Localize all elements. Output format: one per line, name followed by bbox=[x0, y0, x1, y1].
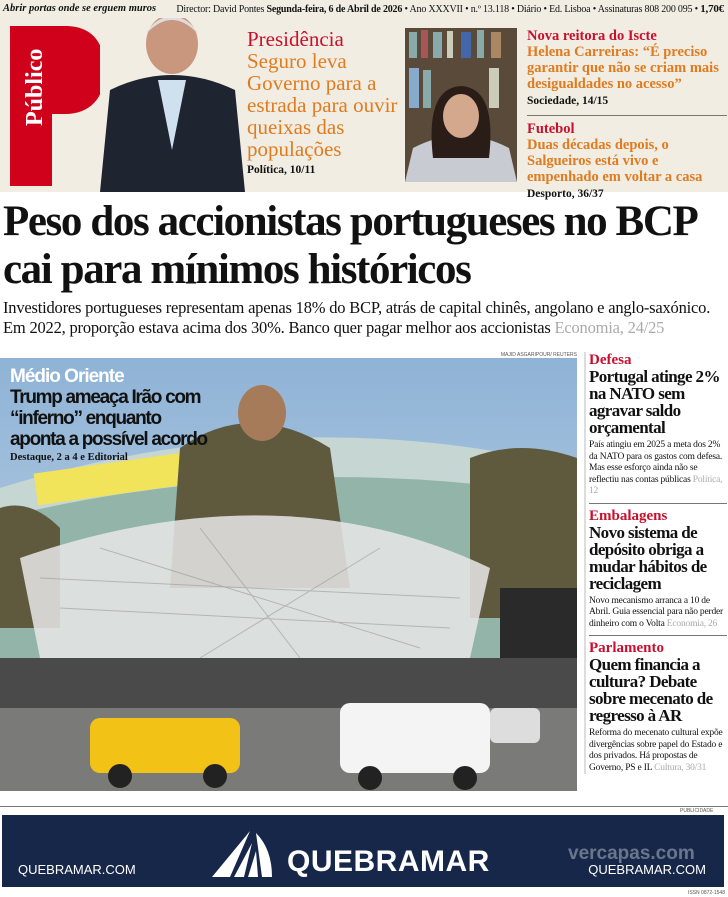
story-text: País atingiu em 2025 a meta dos 2% da NATO para os gastos com defesa. Mas esse esforço ainda não se reflectiu nas contas públicas bbox=[589, 440, 723, 485]
divider bbox=[589, 635, 727, 636]
story-kicker: Parlamento bbox=[589, 640, 664, 656]
ad-url[interactable]: QUEBRAMAR.COM bbox=[18, 862, 136, 877]
helena-carreiras-photo bbox=[405, 28, 517, 182]
publico-logo[interactable] bbox=[10, 26, 105, 186]
story-section: Sociedade, 14/15 bbox=[527, 95, 609, 107]
quebramar-ad[interactable] bbox=[2, 815, 724, 887]
edition-details: • Ano XXXVII • n.º 13.118 • Diário • Ed. Lisboa • Assinaturas 808 200 095 • bbox=[404, 4, 698, 15]
tagline: Abrir portas onde se erguem muros bbox=[3, 3, 157, 14]
story-headline[interactable]: Novo sistema de depósito obriga a mudar hábitos de reciclagem bbox=[589, 522, 707, 593]
top-story-headline[interactable]: Seguro leva Governo para a estrada para ouvir queixas das populações bbox=[247, 49, 398, 161]
story-body bbox=[589, 728, 727, 774]
quebramar-logo-icon bbox=[210, 829, 274, 879]
story-kicker: Nova reitora do Iscte bbox=[527, 28, 657, 44]
story-kicker: Embalagens bbox=[589, 507, 668, 524]
story-headline[interactable]: Duas décadas depois, o Salgueiros está vivo e empenhado em voltar a casa bbox=[527, 137, 703, 185]
top-story-kicker: Presidência bbox=[247, 27, 344, 51]
story-section: Política, 12 bbox=[589, 474, 723, 496]
photo-story-headline[interactable]: Trump ameaça Irão com “inferno” enquanto aponta a possível acordo bbox=[10, 387, 207, 450]
price: 1,70€ bbox=[700, 3, 724, 15]
lead-section: Economia, 24/25 bbox=[554, 318, 665, 337]
top-right-stories bbox=[527, 28, 727, 201]
sidebar-story-embalagens[interactable] bbox=[589, 508, 727, 631]
lead-body: Investidores portugueses representam apenas 18% do BCP, atrás de capital chinês, angolano e anglo-saxónico. Em 2022, proporção estava acima dos 30%. Banco quer pagar melhor aos accionistas bbox=[3, 298, 711, 337]
president-photo bbox=[100, 18, 245, 192]
story-iscte[interactable] bbox=[527, 28, 727, 108]
story-section: Economia, 26 bbox=[666, 618, 718, 629]
story-section: Desporto, 36/37 bbox=[527, 188, 604, 200]
story-body bbox=[589, 440, 727, 498]
masthead-meta bbox=[176, 3, 724, 15]
divider bbox=[0, 806, 728, 807]
sidebar-story-defesa[interactable] bbox=[589, 352, 727, 498]
story-headline[interactable]: Helena Carreiras: “É preciso garantir que não se criam mais desigualdades no acesso” bbox=[527, 44, 719, 92]
ad-brand: QUEBRAMAR bbox=[287, 845, 490, 878]
sidebar bbox=[584, 352, 727, 774]
top-story-section: Política, 10/11 bbox=[247, 164, 316, 176]
story-kicker: Defesa bbox=[589, 352, 632, 368]
lead-headline[interactable]: Peso dos accionistas portugueses no BCP cai para mínimos históricos bbox=[3, 198, 695, 293]
photo-credit: MAJID ASGARIPOUR/ REUTERS bbox=[500, 352, 577, 358]
divider bbox=[589, 503, 727, 504]
story-kicker: Futebol bbox=[527, 121, 575, 137]
story-headline[interactable]: Quem financia a cultura? Debate sobre mecenato de regresso à AR bbox=[589, 655, 713, 725]
ad-url[interactable]: QUEBRAMAR.COM bbox=[588, 862, 706, 877]
story-body bbox=[589, 596, 727, 631]
sidebar-story-parlamento[interactable] bbox=[589, 640, 727, 774]
story-section: Cultura, 30/31 bbox=[654, 762, 707, 773]
advertising-label: PUBLICIDADE bbox=[680, 808, 714, 814]
photo-story-kicker: Médio Oriente bbox=[10, 366, 124, 387]
story-text: Novo mecanismo arranca a 10 de Abril. Guia essencial para não perder dinheiro com o Volta bbox=[589, 595, 723, 629]
lead-standfirst bbox=[3, 298, 725, 338]
date: Segunda-feira, 6 de Abril de 2026 bbox=[266, 4, 403, 15]
photo-story[interactable] bbox=[10, 366, 210, 463]
director: Director: David Pontes bbox=[176, 4, 265, 15]
watermark: vercapas.com bbox=[568, 843, 695, 864]
issn: ISSN 0872-1548 bbox=[688, 890, 725, 896]
story-text: Reforma do mecenato cultural expõe divergências sobre papel do Estado e dos privados. Há propostas de Governo, PS e IL bbox=[589, 728, 723, 773]
divider bbox=[527, 115, 727, 116]
photo-story-section: Destaque, 2 a 4 e Editorial bbox=[10, 452, 128, 463]
svg-text:Público: Público bbox=[22, 48, 48, 126]
story-headline[interactable]: Portugal atinge 2% na NATO sem agravar saldo orçamental bbox=[589, 367, 720, 437]
story-futebol[interactable] bbox=[527, 121, 727, 201]
top-story[interactable] bbox=[247, 28, 407, 177]
